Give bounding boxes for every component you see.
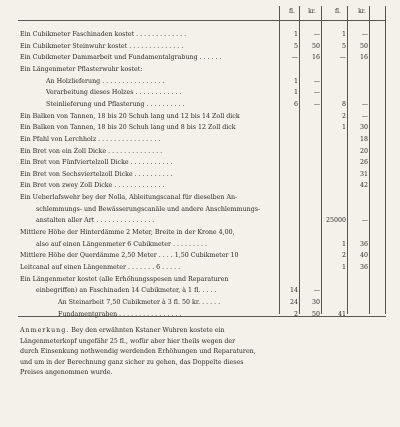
- cell-c4: 31: [359, 170, 368, 178]
- table-row: [0, 111, 400, 122]
- cell-c2: 16: [311, 54, 320, 62]
- cell-c4: —: [361, 112, 368, 120]
- table-row: [0, 157, 400, 168]
- table-row: [0, 180, 400, 191]
- cell-c4: 42: [359, 182, 368, 190]
- table-row: [0, 122, 400, 133]
- cell-c1: 6: [293, 100, 298, 108]
- row-description: Ein Längenmeter kostet (alle Erhöhungsspesen und Reparaturen: [20, 275, 229, 283]
- cell-c3: 8: [341, 100, 346, 108]
- cell-c1: 14: [289, 287, 298, 295]
- row-description: Ein Cubikmeter Dammarbeit und Fundamentalgrabung . . . . . .: [20, 54, 222, 62]
- header-fl-1: fl.: [289, 8, 295, 15]
- row-description: Ein Balken von Tannen, 18 bis 20 Schuh lang und 12 bis 14 Zoll dick: [20, 112, 240, 120]
- table-row: [0, 134, 400, 145]
- cell-c3: 1: [341, 240, 346, 248]
- table-row: [0, 250, 400, 261]
- annotation-line: und um in der Berechnung ganz sicher zu gehen, das Doppelte dieses: [20, 358, 244, 366]
- annotation: [20, 326, 380, 379]
- annotation-line: Bey den erwähnten Kstaner Wuhren kostete ein: [71, 327, 225, 334]
- row-description: Ein Balken von Tannen, 18 bis 20 Schuh lang und 8 bis 12 Zoll dick: [20, 124, 236, 132]
- cell-c4: 30: [359, 124, 368, 132]
- annotation-line: Längenmeterkopf ungefähr 25 fl., wofür aber hier theils wegen der: [20, 337, 236, 345]
- cell-c4: 26: [359, 159, 368, 167]
- row-description: An Holzlieferung . . . . . . . . . . . . . . . .: [46, 77, 165, 85]
- cell-c3: 25000: [325, 217, 346, 225]
- row-description: Mittlere Höhe der Hinterdämme 2 Meter, Breite in der Krone 4,00,: [20, 229, 235, 237]
- cell-c3: 2: [341, 252, 346, 260]
- table-row: [0, 52, 400, 63]
- table-row: [0, 227, 400, 238]
- row-description: An Steinarbeit 7,50 Cubikmeter à 3 fl. 50 kr. . . . . .: [58, 298, 221, 306]
- table-row: [0, 87, 400, 98]
- cell-c1: 1: [293, 89, 298, 97]
- annotation-line: durch Einsenkung nothwendig werdenden Erhöhungen und Reparaturen,: [20, 348, 256, 356]
- table-row: [0, 29, 400, 40]
- table-row: [0, 309, 400, 320]
- row-description: Ein Bret von ein Zoll Dicke . . . . . . . . . . . . . .: [20, 147, 163, 155]
- row-description: Ein Längenmeter Pflasterwuhr kostet:: [20, 65, 143, 73]
- cell-c3: 2: [341, 112, 346, 120]
- cell-c4: —: [361, 217, 368, 225]
- cell-c3: 5: [341, 42, 346, 50]
- cell-c4: 20: [359, 147, 368, 155]
- cell-c2: 30: [311, 298, 320, 306]
- cell-c2: 50: [311, 42, 320, 50]
- cell-c3: 1: [341, 264, 346, 271]
- cell-c1: 1: [293, 77, 298, 85]
- cell-c3: —: [339, 54, 346, 62]
- cell-c1: —: [291, 54, 298, 62]
- cell-c3: 41: [337, 310, 346, 318]
- annotation-line: Preises angenommen wurde.: [20, 369, 113, 377]
- row-description: Ein Bret von Sechsviertelzoll Dicke . . . . . . . . . .: [20, 170, 173, 178]
- cell-c1: 24: [289, 298, 298, 306]
- row-description: Ein Cubikmeter Steinwuhr kostet . . . . . . . . . . . . . .: [20, 42, 184, 50]
- cell-c4: —: [361, 100, 368, 108]
- table-row: [0, 99, 400, 110]
- table-row: [0, 76, 400, 87]
- table-row: [0, 274, 400, 285]
- row-description: Ein Bret von zwey Zoll Dicke . . . . . . . . . . . . .: [20, 182, 165, 190]
- cell-c4: 36: [359, 264, 368, 271]
- row-description: Mittlere Höhe der Querdämme 2,50 Meter . . . . 1,50 Cubikmeter 10: [20, 252, 239, 260]
- cell-c2: —: [313, 89, 320, 97]
- cell-c2: —: [313, 31, 320, 38]
- header-rule: [18, 20, 386, 21]
- cell-c2: 50: [311, 310, 320, 318]
- table-row: [0, 262, 400, 273]
- cell-c3: 1: [341, 31, 346, 38]
- cell-c2: —: [313, 77, 320, 85]
- cell-c4: 50: [359, 42, 368, 50]
- row-description: anstalten aller Art . . . . . . . . . . . . . . .: [36, 217, 155, 225]
- cell-c2: —: [313, 287, 320, 295]
- row-description: Fundamentgraben . . . . . . . . . . . . . . . .: [58, 310, 182, 318]
- table-row: [0, 215, 400, 226]
- cell-c1: 1: [293, 31, 298, 38]
- row-description: Verarbeitung dieses Holzes . . . . . . . . . . . .: [46, 89, 182, 97]
- table-row: [0, 146, 400, 157]
- table-row: [0, 41, 400, 52]
- table-row: [0, 285, 400, 296]
- header-kr-2: kr.: [358, 8, 366, 15]
- cell-c2: —: [313, 100, 320, 108]
- row-description: Ein Pfahl von Lerchholz . . . . . . . . . . . . . . . .: [20, 135, 161, 143]
- row-description: einbegriffen) an Faschinaden 14 Cubikmeter, à 1 fl. . . . .: [36, 287, 217, 295]
- table-row: [0, 192, 400, 203]
- cell-c4: 36: [359, 240, 368, 248]
- table-row: [0, 204, 400, 215]
- row-description: Steinlieferung und Pflasterung . . . . . . . . . .: [46, 100, 185, 108]
- table-row: [0, 297, 400, 308]
- header-fl-2: fl.: [335, 8, 341, 15]
- cell-c4: —: [361, 31, 368, 38]
- table-row: [0, 169, 400, 180]
- cell-c4: 18: [359, 135, 368, 143]
- header-kr-1: kr.: [308, 8, 316, 15]
- table-row: [0, 239, 400, 250]
- cell-c4: 16: [359, 54, 368, 62]
- row-description: Ein Cubikmeter Faschinaden kostet . . . . . . . . . . . . .: [20, 31, 187, 38]
- cell-c1: 5: [293, 42, 298, 50]
- cell-c3: 1: [341, 124, 346, 132]
- row-description: Ein Bret von Fünfviertelzoll Dicke . . . . . . . . . . .: [20, 159, 173, 167]
- cell-c4: 40: [359, 252, 368, 260]
- row-description: also auf einen Längenmeter 6 Cubikmeter . . . . . . . . .: [36, 240, 208, 248]
- row-description: Leitcanal auf einen Längenmeter . . . . . . . 6 . . . . .: [20, 264, 181, 271]
- annotation-label: Anmerkung.: [20, 327, 70, 334]
- row-description: schlemmungs- und Bewässerungscanäle und andere Anschlemmungs-: [36, 205, 261, 213]
- row-description: Ein Ueberlafswehr bey der Nolla, Ableitungscanal für dieselben An-: [20, 194, 238, 202]
- cell-c1: 2: [293, 310, 298, 318]
- table-row: [0, 64, 400, 75]
